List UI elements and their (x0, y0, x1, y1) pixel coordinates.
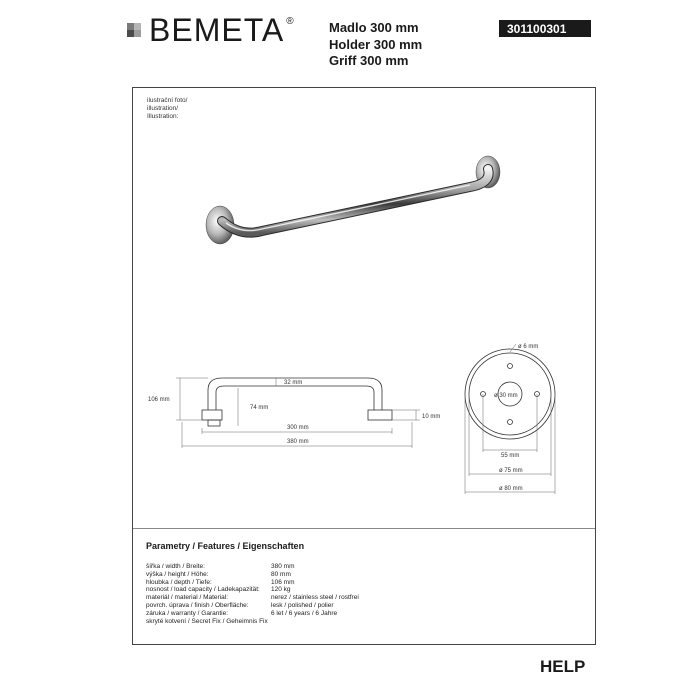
grab-bar-outline (222, 169, 489, 233)
dim-height: 106 mm (148, 397, 170, 403)
dim-center: ø 30 mm (494, 393, 518, 399)
hole-top (508, 364, 513, 369)
product-code-badge (499, 20, 591, 37)
param-row: hloubka / depth / Tiefe: 106 mm (146, 578, 295, 586)
series-name: HELP (540, 657, 586, 676)
parameters-title: Parametry / Features / Eigenschaften (146, 541, 305, 551)
param-row: šířka / width / Breite: 380 mm (146, 563, 295, 570)
dim-pitch: 55 mm (501, 453, 520, 459)
illustration-note-de: Illustration: (147, 113, 179, 120)
param-row: nosnost / load capacity / Ladekapazität: 120 kg (146, 586, 291, 594)
technical-drawing (130, 330, 600, 520)
product-code: 301100301 (507, 21, 567, 36)
parameters-list (146, 563, 359, 625)
illustration-note (147, 97, 187, 121)
illustration-note-cz: ilustrační foto/ (147, 97, 188, 104)
dim-rise: 74 mm (250, 405, 269, 411)
grab-bar (222, 169, 489, 233)
dim-hole: ø 6 mm (518, 344, 539, 350)
product-photo (180, 145, 520, 255)
right-base (368, 410, 392, 420)
left-base (202, 410, 222, 420)
brand-name: BEMETA (149, 12, 285, 48)
logo-mark-icon (127, 23, 141, 37)
dim-d80: ø 80 mm (499, 486, 523, 492)
title-en: Holder 300 mm (329, 36, 423, 52)
dim-total: 380 mm (287, 439, 309, 445)
param-row: skryté kotvení / Secret Fix / Geheimnis Fix (146, 617, 268, 625)
title-de: Griff 300 mm (329, 53, 409, 68)
dim-inner: 300 mm (287, 425, 309, 431)
dim-gap: 32 mm (284, 380, 303, 386)
param-row: záruka / warranty / Garantie: 6 let / 6 years / 6 Jahre (146, 609, 338, 617)
dim-base: 10 mm (422, 414, 441, 420)
title-cz: Madlo 300 mm (329, 20, 419, 35)
registered-mark: ® (286, 16, 294, 27)
dim-d75: ø 75 mm (499, 468, 523, 474)
param-row: povrch. úprava / finish / Oberfläche: lesk / polished / polier (146, 601, 334, 609)
section-divider (133, 528, 595, 529)
param-row: materiál / material / Material: nerez / stainless steel / rostfrei (146, 594, 359, 602)
illustration-note-en: illustration/ (147, 105, 179, 112)
brand-logo (127, 14, 294, 46)
hole-bottom (508, 420, 513, 425)
product-titles (329, 20, 422, 70)
param-row: výška / height / Höhe: 80 mm (146, 570, 291, 578)
